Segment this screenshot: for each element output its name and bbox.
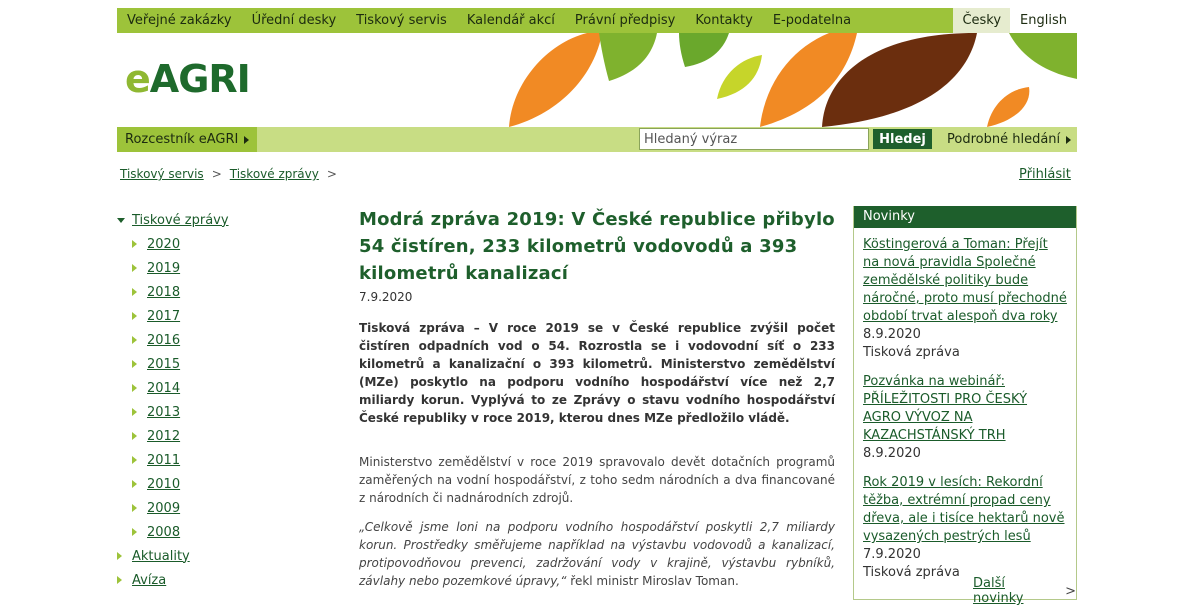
left-navigation [117,208,337,592]
article-lead: Tisková zpráva – V roce 2019 se v České republice zvýšil počet čistíren odpadních vod o 54. Rozrostla se i vodovodní síť o 233 kilometrů a kanalizační o 393 kilometrů. Ministerstvo zemědělství (MZe) poskytlo na podporu vodního hospodářství více než 2,7 miliardy korun. Vyplývá to ze Zprávy o stavu vodního hospodářství České republiky v roce 2019, kterou dnes MZe předložilo vládě. [359,321,835,425]
year-link-2016[interactable]: 2016 [147,332,181,348]
year-link-2015[interactable]: 2015 [147,356,181,372]
year-link-2014[interactable]: 2014 [147,380,181,396]
year-item [117,448,337,472]
header-banner [117,33,1077,127]
triangle-right-icon [132,504,137,512]
year-item [117,328,337,352]
triangle-right-icon [132,360,137,368]
nav-section-aviza [117,568,337,592]
year-item [117,472,337,496]
year-link-2019[interactable]: 2019 [147,260,181,276]
triangle-right-icon [132,432,137,440]
lang-english[interactable]: English [1010,8,1077,33]
year-item [117,520,337,544]
article-title: Modrá zpráva 2019: V České republice přibylo 54 čistíren, 233 kilometrů vodovodů a 393 kilometrů kanalizací [359,209,835,284]
nav-tiskove-zpravy-link[interactable]: Tiskové zprávy [132,212,229,228]
year-item [117,280,337,304]
breadcrumb-tiskovy-servis[interactable]: Tiskový servis [120,167,204,181]
nav-aktuality-link[interactable]: Aktuality [132,548,190,564]
news-date: 7.9.2020 [863,547,921,562]
article-paragraph: Ministerstvo zemědělství v roce 2019 spravovalo devět dotačních programů zaměřených na vodní hospodářství, z toho sedm národních a dva financované z národních či nadnárodních zdrojů. [359,455,835,505]
year-link-2017[interactable]: 2017 [147,308,181,324]
news-list [854,228,1076,582]
nav-kontakty[interactable]: Kontakty [695,13,753,28]
news-link[interactable]: Köstingerová a Toman: Přejít na nová pravidla Společné zemědělské politiky bude náročné, proto musí přechodné období trvat alespoň dva roky [863,237,1067,324]
year-link-2009[interactable]: 2009 [147,500,181,516]
year-item [117,304,337,328]
year-link-2008[interactable]: 2008 [147,524,181,540]
triangle-down-icon [117,218,125,223]
triangle-right-icon [117,552,122,560]
news-link[interactable]: Pozvánka na webinář: PŘÍLEŽITOSTI PRO ČESKÝ AGRO VÝVOZ NA KAZACHSTÁNSKÝ TRH [863,374,1028,443]
breadcrumb-separator: > [326,167,337,181]
news-item [863,236,1067,362]
news-heading: Novinky [854,206,1076,228]
triangle-right-icon [117,576,122,584]
login-link[interactable]: Přihlásit [1019,167,1071,182]
article-date: 7.9.2020 [359,290,413,304]
triangle-right-icon [132,456,137,464]
nav-pravni-predpisy[interactable]: Právní předpisy [574,13,676,28]
breadcrumb-separator: > [211,167,222,181]
year-item [117,352,337,376]
nav-tiskovy-servis[interactable]: Tiskový servis [356,13,447,28]
eagri-logo[interactable]: eAGRI [125,57,250,101]
news-item [863,373,1067,463]
news-sidebar [853,206,1077,606]
year-item [117,424,337,448]
triangle-right-icon [132,384,137,392]
triangle-right-icon [132,480,137,488]
triangle-right-icon [132,240,137,248]
news-date: 8.9.2020 [863,327,921,342]
top-navigation [117,8,1077,33]
news-type: Tisková zpráva [863,345,960,360]
leaves-decoration [117,33,1077,127]
chevron-right-icon: > [1065,583,1076,599]
nav-verejne-zakazky[interactable]: Veřejné zakázky [127,13,232,28]
nav-e-podatelna[interactable]: E-podatelna [772,13,852,28]
year-link-2011[interactable]: 2011 [147,452,181,468]
year-link-2010[interactable]: 2010 [147,476,181,492]
advanced-search-link[interactable]: Podrobné hledání [947,127,1071,152]
year-item [117,232,337,256]
chevron-right-icon [1066,136,1071,144]
year-link-2018[interactable]: 2018 [147,284,181,300]
search-button[interactable]: Hledej [873,129,932,149]
year-item [117,376,337,400]
triangle-right-icon [132,264,137,272]
nav-section-aktuality [117,544,337,568]
year-item [117,400,337,424]
news-date: 8.9.2020 [863,446,921,461]
year-item [117,496,337,520]
nav-uredni-desky[interactable]: Úřední desky [251,13,337,28]
breadcrumb [120,167,337,181]
rozcestnik-button[interactable]: Rozcestník eAGRI [117,127,257,152]
more-news [973,576,1076,606]
year-item [117,256,337,280]
news-type: Tisková zpráva [863,565,960,580]
article [359,206,835,590]
chevron-right-icon [244,136,249,144]
triangle-right-icon [132,336,137,344]
search-input[interactable] [639,128,869,150]
year-link-2012[interactable]: 2012 [147,428,181,444]
nav-aviza-link[interactable]: Avíza [132,572,167,588]
news-item [863,474,1067,582]
year-link-2020[interactable]: 2020 [147,236,181,252]
news-link[interactable]: Rok 2019 v lesích: Rekordní těžba, extrémní propad ceny dřeva, ale i tisíce hektarů nově vysazených pestrých lesů [863,475,1065,544]
triangle-right-icon [132,288,137,296]
more-news-link[interactable]: Další novinky [973,576,1024,606]
search-bar [117,127,1077,152]
triangle-right-icon [132,312,137,320]
breadcrumb-tiskove-zpravy[interactable]: Tiskové zprávy [229,167,319,181]
year-link-2013[interactable]: 2013 [147,404,181,420]
article-quote: „Celkově jsme loni na podporu vodního hospodářství poskytli 2,7 miliardy korun. Prostředky směřujeme například na výstavbu vodovodů a kanalizací, protipovodňovou prevenci, zadržování vody v krajině, výstavbu rybníků, závlahy nebo pozemkové úpravy,“ řekl ministr Miroslav Toman. [359,520,835,588]
nav-kalendar-akci[interactable]: Kalendář akcí [466,13,555,28]
triangle-right-icon [132,408,137,416]
lang-czech[interactable]: Česky [953,8,1010,33]
nav-section-tiskove-zpravy [117,208,337,232]
triangle-right-icon [132,528,137,536]
